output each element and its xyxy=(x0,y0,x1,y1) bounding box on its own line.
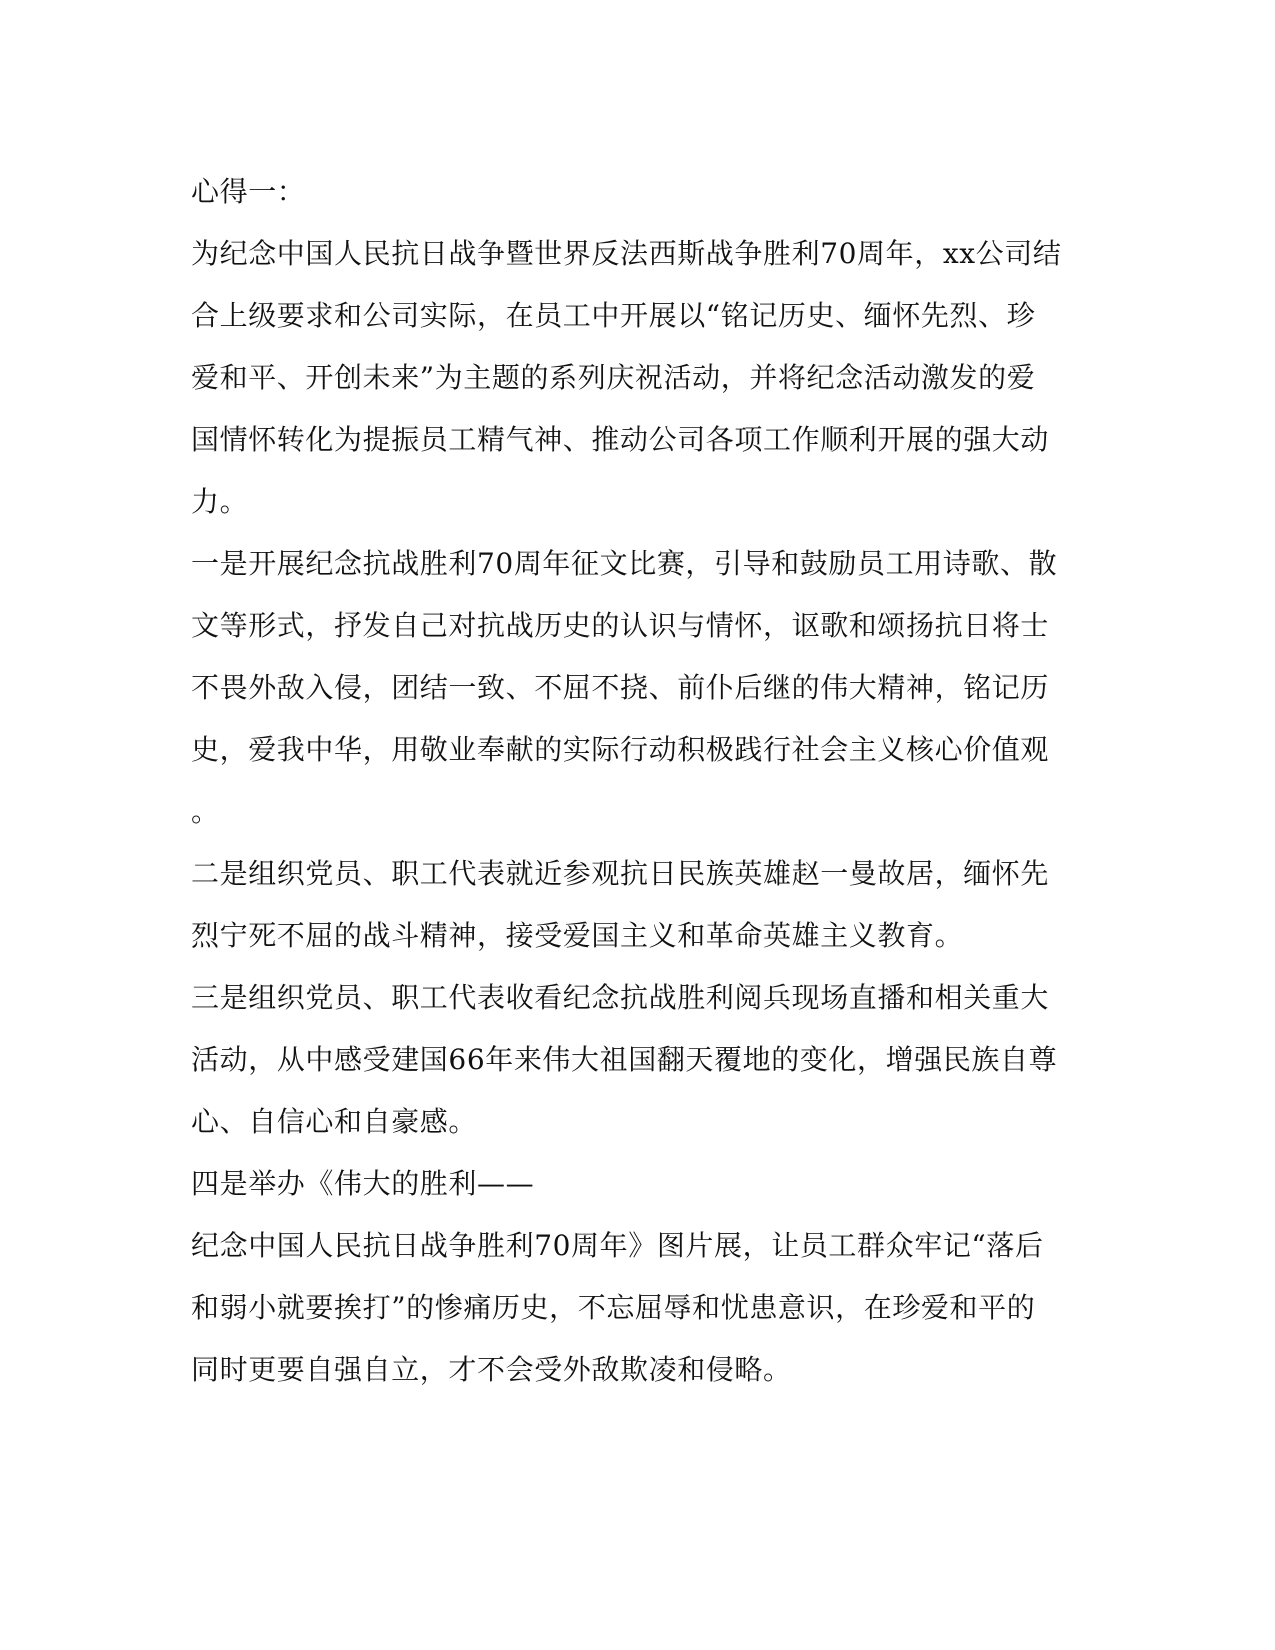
text-line: 不畏外敌入侵，团结一致、不屈不挠、前仆后继的伟大精神，铭记历 xyxy=(191,671,1050,704)
text-line: 和弱小就要挨打”的惨痛历史，不忘屈辱和忧患意识，在珍爱和平的 xyxy=(191,1291,1036,1324)
text-line: 二是组织党员、职工代表就近参观抗日民族英雄赵一曼故居，缅怀先 xyxy=(191,857,1050,890)
text-line: 爱和平、开创未来”为主题的系列庆祝活动，并将纪念活动激发的爱 xyxy=(191,361,1036,394)
text-line: 心得一： xyxy=(191,175,306,208)
text-line: 文等形式，抒发自己对抗战历史的认识与情怀，讴歌和颂扬抗日将士 xyxy=(191,609,1050,642)
text-line: 烈宁死不屈的战斗精神，接受爱国主义和革命英雄主义教育。 xyxy=(191,919,964,952)
text-line: 史，爱我中华，用敬业奉献的实际行动积极践行社会主义核心价值观 xyxy=(191,733,1050,766)
text-line: 心、自信心和自豪感。 xyxy=(191,1105,478,1138)
text-line: 三是组织党员、职工代表收看纪念抗战胜利阅兵现场直播和相关重大 xyxy=(191,981,1050,1014)
text-line: 纪念中国人民抗日战争胜利70周年》图片展，让员工群众牢记“落后 xyxy=(191,1229,1044,1262)
text-line: 力。 xyxy=(191,485,249,518)
text-line: 四是举办《伟大的胜利—— xyxy=(191,1167,535,1200)
text-line: 国情怀转化为提振员工精气神、推动公司各项工作顺利开展的强大动 xyxy=(191,423,1050,456)
text-line: 为纪念中国人民抗日战争暨世界反法西斯战争胜利70周年，xx公司结 xyxy=(191,237,1062,270)
text-line: 一是开展纪念抗战胜利70周年征文比赛，引导和鼓励员工用诗歌、散 xyxy=(191,547,1058,580)
text-line: 活动，从中感受建国66年来伟大祖国翻天覆地的变化，增强民族自尊 xyxy=(191,1043,1058,1076)
text-line: 合上级要求和公司实际，在员工中开展以“铭记历史、缅怀先烈、珍 xyxy=(191,299,1036,332)
text-line: 同时更要自强自立，才不会受外敌欺凌和侵略。 xyxy=(191,1353,792,1386)
text-line: 。 xyxy=(191,795,220,828)
